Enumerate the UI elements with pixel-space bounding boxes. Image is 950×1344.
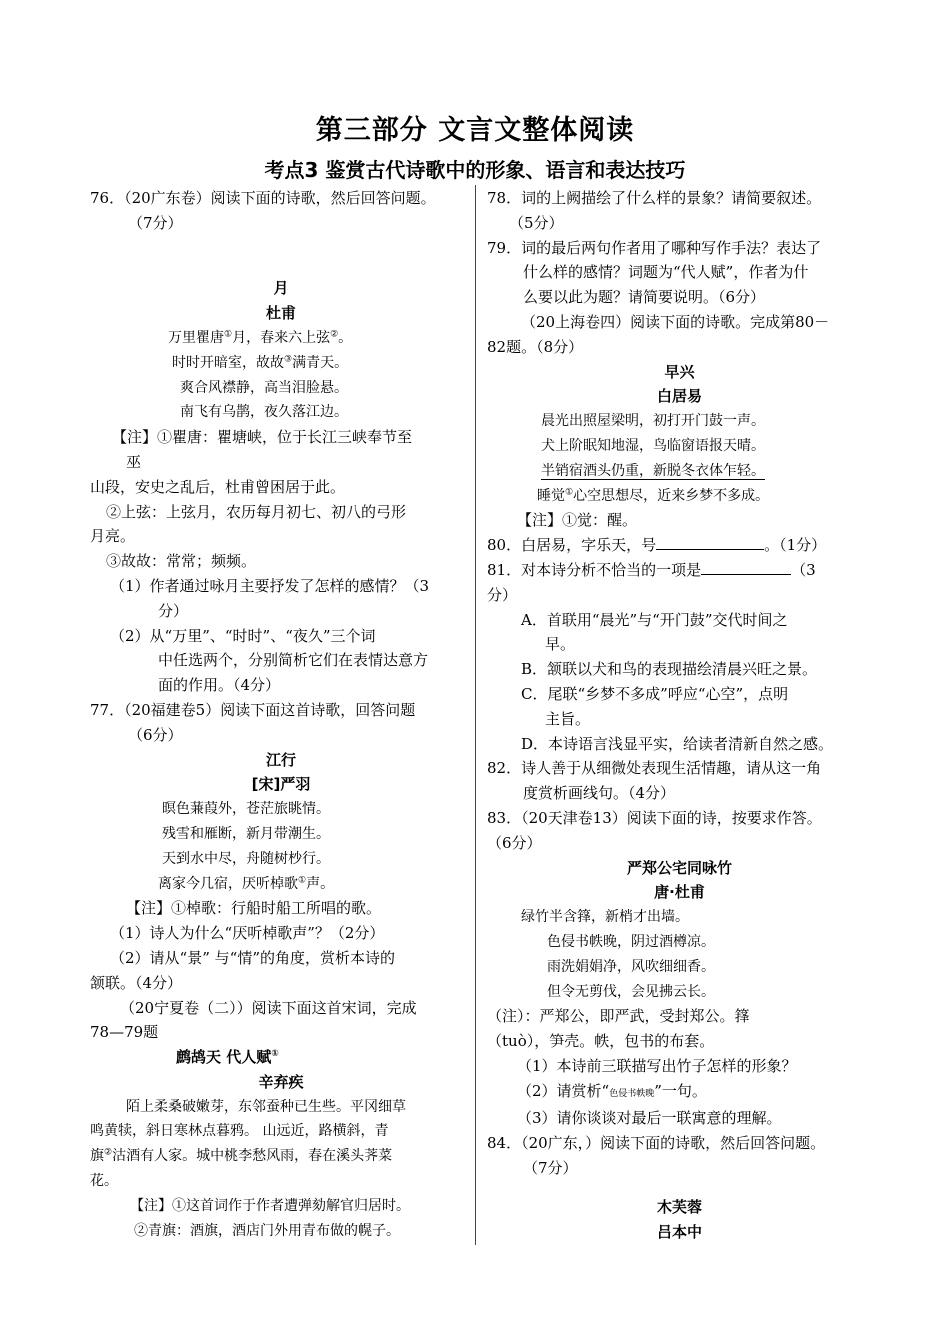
subquestion: （2）请从“景” 与“情”的角度，赏析本诗的: [110, 948, 395, 967]
poem-title-zhegutian: 鹧鸪天 代人赋①: [176, 1048, 279, 1067]
q77-line2: （6分）: [128, 725, 183, 744]
poem-author-yanyu: [宋]严羽: [251, 775, 311, 794]
subquestion: （3）请你谈谈对最后一联寓意的理解。: [517, 1109, 782, 1128]
poem-line-underlined: 半销宿酒头仍重，新脱冬衣体乍轻。: [541, 462, 765, 479]
option-c-cont: 主旨。: [545, 709, 591, 728]
q79-line1: 79．词的最后两句作者用了哪种写作手法？表达了: [487, 238, 822, 257]
intro-line: （20宁夏卷（二））阅读下面这首宋词，完成: [120, 998, 417, 1017]
note-line: （tuò），笋壳。帙，包书的布套。: [487, 1032, 715, 1051]
option-b: B．颔联以犬和鸟的表现描绘清晨兴旺之景。: [521, 660, 818, 679]
answer-blank[interactable]: [656, 534, 764, 550]
q79-line2: 什么样的感情？词题为“代人赋”，作者为什: [523, 263, 809, 282]
intro-line: 82题。（8分）: [487, 337, 584, 356]
poem-line: 时时开暗室，故故③满青天。: [172, 354, 349, 371]
ci-line: 花。: [90, 1173, 118, 1190]
option-d: D．本诗语言浅显平实，给读者清新自然之感。: [521, 734, 834, 753]
q83-line1: 83．（20天津卷13）阅读下面的诗，按要求作答。: [487, 808, 822, 827]
note-line: 【注】①觉：醒。: [517, 511, 638, 530]
poem-line: 暝色蒹葭外，苍茫旅眺情。: [162, 801, 330, 818]
poem-author-baijuyi: 白居易: [656, 387, 702, 406]
question-76: [90, 186, 472, 698]
question-80: [487, 533, 872, 558]
note-line: 【注】①这首词作于作者遭弹劾解官归居时。: [130, 1197, 410, 1214]
poem-line: 南飞有乌鹊，夜久落江边。: [180, 404, 348, 421]
poem-line: 绿竹半含箨，新梢才出墙。: [521, 909, 689, 926]
poem-author-dufu: 唐·杜甫: [654, 883, 705, 902]
option-a-cont: 早。: [545, 635, 576, 654]
q76-line1: 76．（20广东卷）阅读下面的诗歌，然后回答问题。: [90, 189, 436, 207]
question-81: [487, 558, 872, 756]
left-column: [90, 186, 472, 1243]
subquestion: （1）诗人为什么“厌听棹歌声”？（2分）: [110, 924, 385, 943]
q77-line1: 77．（20福建卷5）阅读下面这首诗歌，回答问题: [90, 700, 416, 719]
poem-line: 色侵书帙晚，阴过酒樽凉。: [547, 933, 715, 950]
answer-blank[interactable]: [701, 559, 791, 575]
question-78: [487, 186, 872, 236]
poem-title-jiangxing: 江行: [265, 750, 296, 769]
q79-line3: 么要以此为题？请简要说明。（6分）: [523, 288, 766, 307]
question-84: [487, 1131, 872, 1244]
q81-line2: 分）: [487, 585, 518, 604]
note-line: 月亮。: [90, 527, 136, 546]
poem-title-zaoxing: 早兴: [664, 362, 695, 381]
subquestion: （1）本诗前三联描写出竹子怎样的形象？: [517, 1056, 797, 1075]
q76-line2: （7分）: [128, 213, 183, 232]
intro-line: 78—79题: [90, 1023, 159, 1042]
poem-line: 晨光出照屋梁明，初打开门鼓一声。: [541, 413, 765, 430]
note-line: 巫: [126, 452, 142, 471]
page-title: 第三部分 文言文整体阅读: [315, 115, 635, 146]
option-c: C．尾联“乡梦不多成”呼应“心空”，点明: [521, 684, 789, 703]
poem-title-zhu: 严郑公宅同咏竹: [626, 858, 732, 877]
intro-line: （20上海卷四）阅读下面的诗歌。完成第80－: [521, 312, 830, 331]
ci-line: 陌上柔桑破嫩芽，东邻蚕种已生些。平冈细草: [126, 1098, 406, 1115]
note-line: （注）：严郑公，即严武，受封郑公。箨: [487, 1007, 750, 1026]
poem-author-dufu: 杜甫: [265, 304, 296, 323]
q84-line1: 84．（20广东，）阅读下面的诗歌，然后回答问题。: [487, 1134, 826, 1153]
q78-line1: 78．词的上阙描绘了什么样的景象？请简要叙述。: [487, 189, 822, 207]
right-column: [487, 186, 872, 1244]
poem-line: 睡觉①心空思想尽，近来乡梦不多成。: [537, 486, 770, 504]
question-82: [487, 756, 872, 806]
question-80-intro: [487, 310, 872, 533]
subquestion: 面的作用。（4分）: [158, 676, 281, 695]
subquestion: （1）作者通过咏月主要抒发了怎样的感情？（3: [110, 576, 430, 595]
note-line: ②上弦：上弦月，农历每月初七、初八的弓形: [106, 502, 407, 521]
question-83: [487, 806, 872, 1131]
q82-line1: 82．诗人善于从细微处表现生活情趣，请从这一角: [487, 759, 822, 778]
poem-title-yue: 月: [273, 279, 289, 298]
subquestion: 分）: [158, 601, 189, 620]
subquestion: 中任选两个，分别简析它们在表情达意方: [158, 651, 429, 670]
poem-author-lvbenzhong: 吕本中: [656, 1222, 702, 1241]
subquestion: （2）从“万里”、“时时”、“夜久”三个词: [110, 626, 376, 645]
question-78-intro: [90, 996, 472, 1244]
q84-line2: （7分）: [523, 1159, 578, 1178]
note-line: 【注】①棹歌：行船时船工所唱的歌。: [126, 899, 382, 918]
note-line: 山段，安史之乱后，杜甫曾困居于此。: [90, 477, 346, 496]
column-divider: [475, 185, 476, 1245]
q82-line2: 度赏析画线句。（4分）: [523, 784, 676, 803]
question-77: [90, 698, 472, 996]
ci-line: 旗②沽酒有人家。城中桃李愁风雨，春在溪头荠菜: [90, 1147, 393, 1165]
q81-line: 81．对本诗分析不恰当的一项是 （3: [487, 560, 816, 579]
note-line: 【注】①瞿唐：瞿塘峡，位于长江三峡奉节至: [112, 428, 413, 447]
poem-line: 雨洗娟娟净，风吹细细香。: [547, 958, 715, 975]
q78-line2: （5分）: [509, 213, 564, 232]
q83-line2: （6分）: [487, 833, 542, 852]
note-line: ②青旗：酒旗，酒店门外用青布做的幌子。: [134, 1222, 400, 1239]
subquestion: 颔联。（4分）: [90, 973, 183, 992]
subquestion: （2）请赏析“色侵书帙晚”一句。: [517, 1081, 707, 1100]
poem-line: 万里瞿唐①月，春来六上弦②。: [168, 329, 353, 346]
poem-line: 天到水中尽，舟随树杪行。: [162, 850, 330, 867]
poem-author-xinqiji: 辛弃疾: [258, 1072, 304, 1091]
option-a: A．首联用“晨光”与“开门鼓”交代时间之: [521, 610, 788, 629]
poem-line: 犬上阶眠知地湿，鸟临窗语报天晴。: [541, 437, 765, 454]
ci-line: 鸣黄犊，斜日寒林点暮鸦。 山远近，路横斜，青: [90, 1123, 389, 1140]
poem-line: 离家今几宿，厌听棹歌①声。: [158, 874, 335, 892]
poem-title-mufurong: 木芙蓉: [656, 1197, 702, 1216]
poem-line: 残雪和雁断，新月带潮生。: [162, 825, 330, 842]
q80-line: 80．白居易，字乐天，号 。（1分）: [487, 536, 827, 555]
poem-line: 爽合风襟静，高当泪脸悬。: [180, 379, 348, 396]
note-line: ③故故：常常；频频。: [106, 552, 257, 571]
question-79: [487, 236, 872, 310]
page-subtitle: 考点3 鉴赏古代诗歌中的形象、语言和表达技巧: [264, 158, 686, 182]
poem-line: 但令无剪伐，会见拂云长。: [547, 983, 715, 1000]
